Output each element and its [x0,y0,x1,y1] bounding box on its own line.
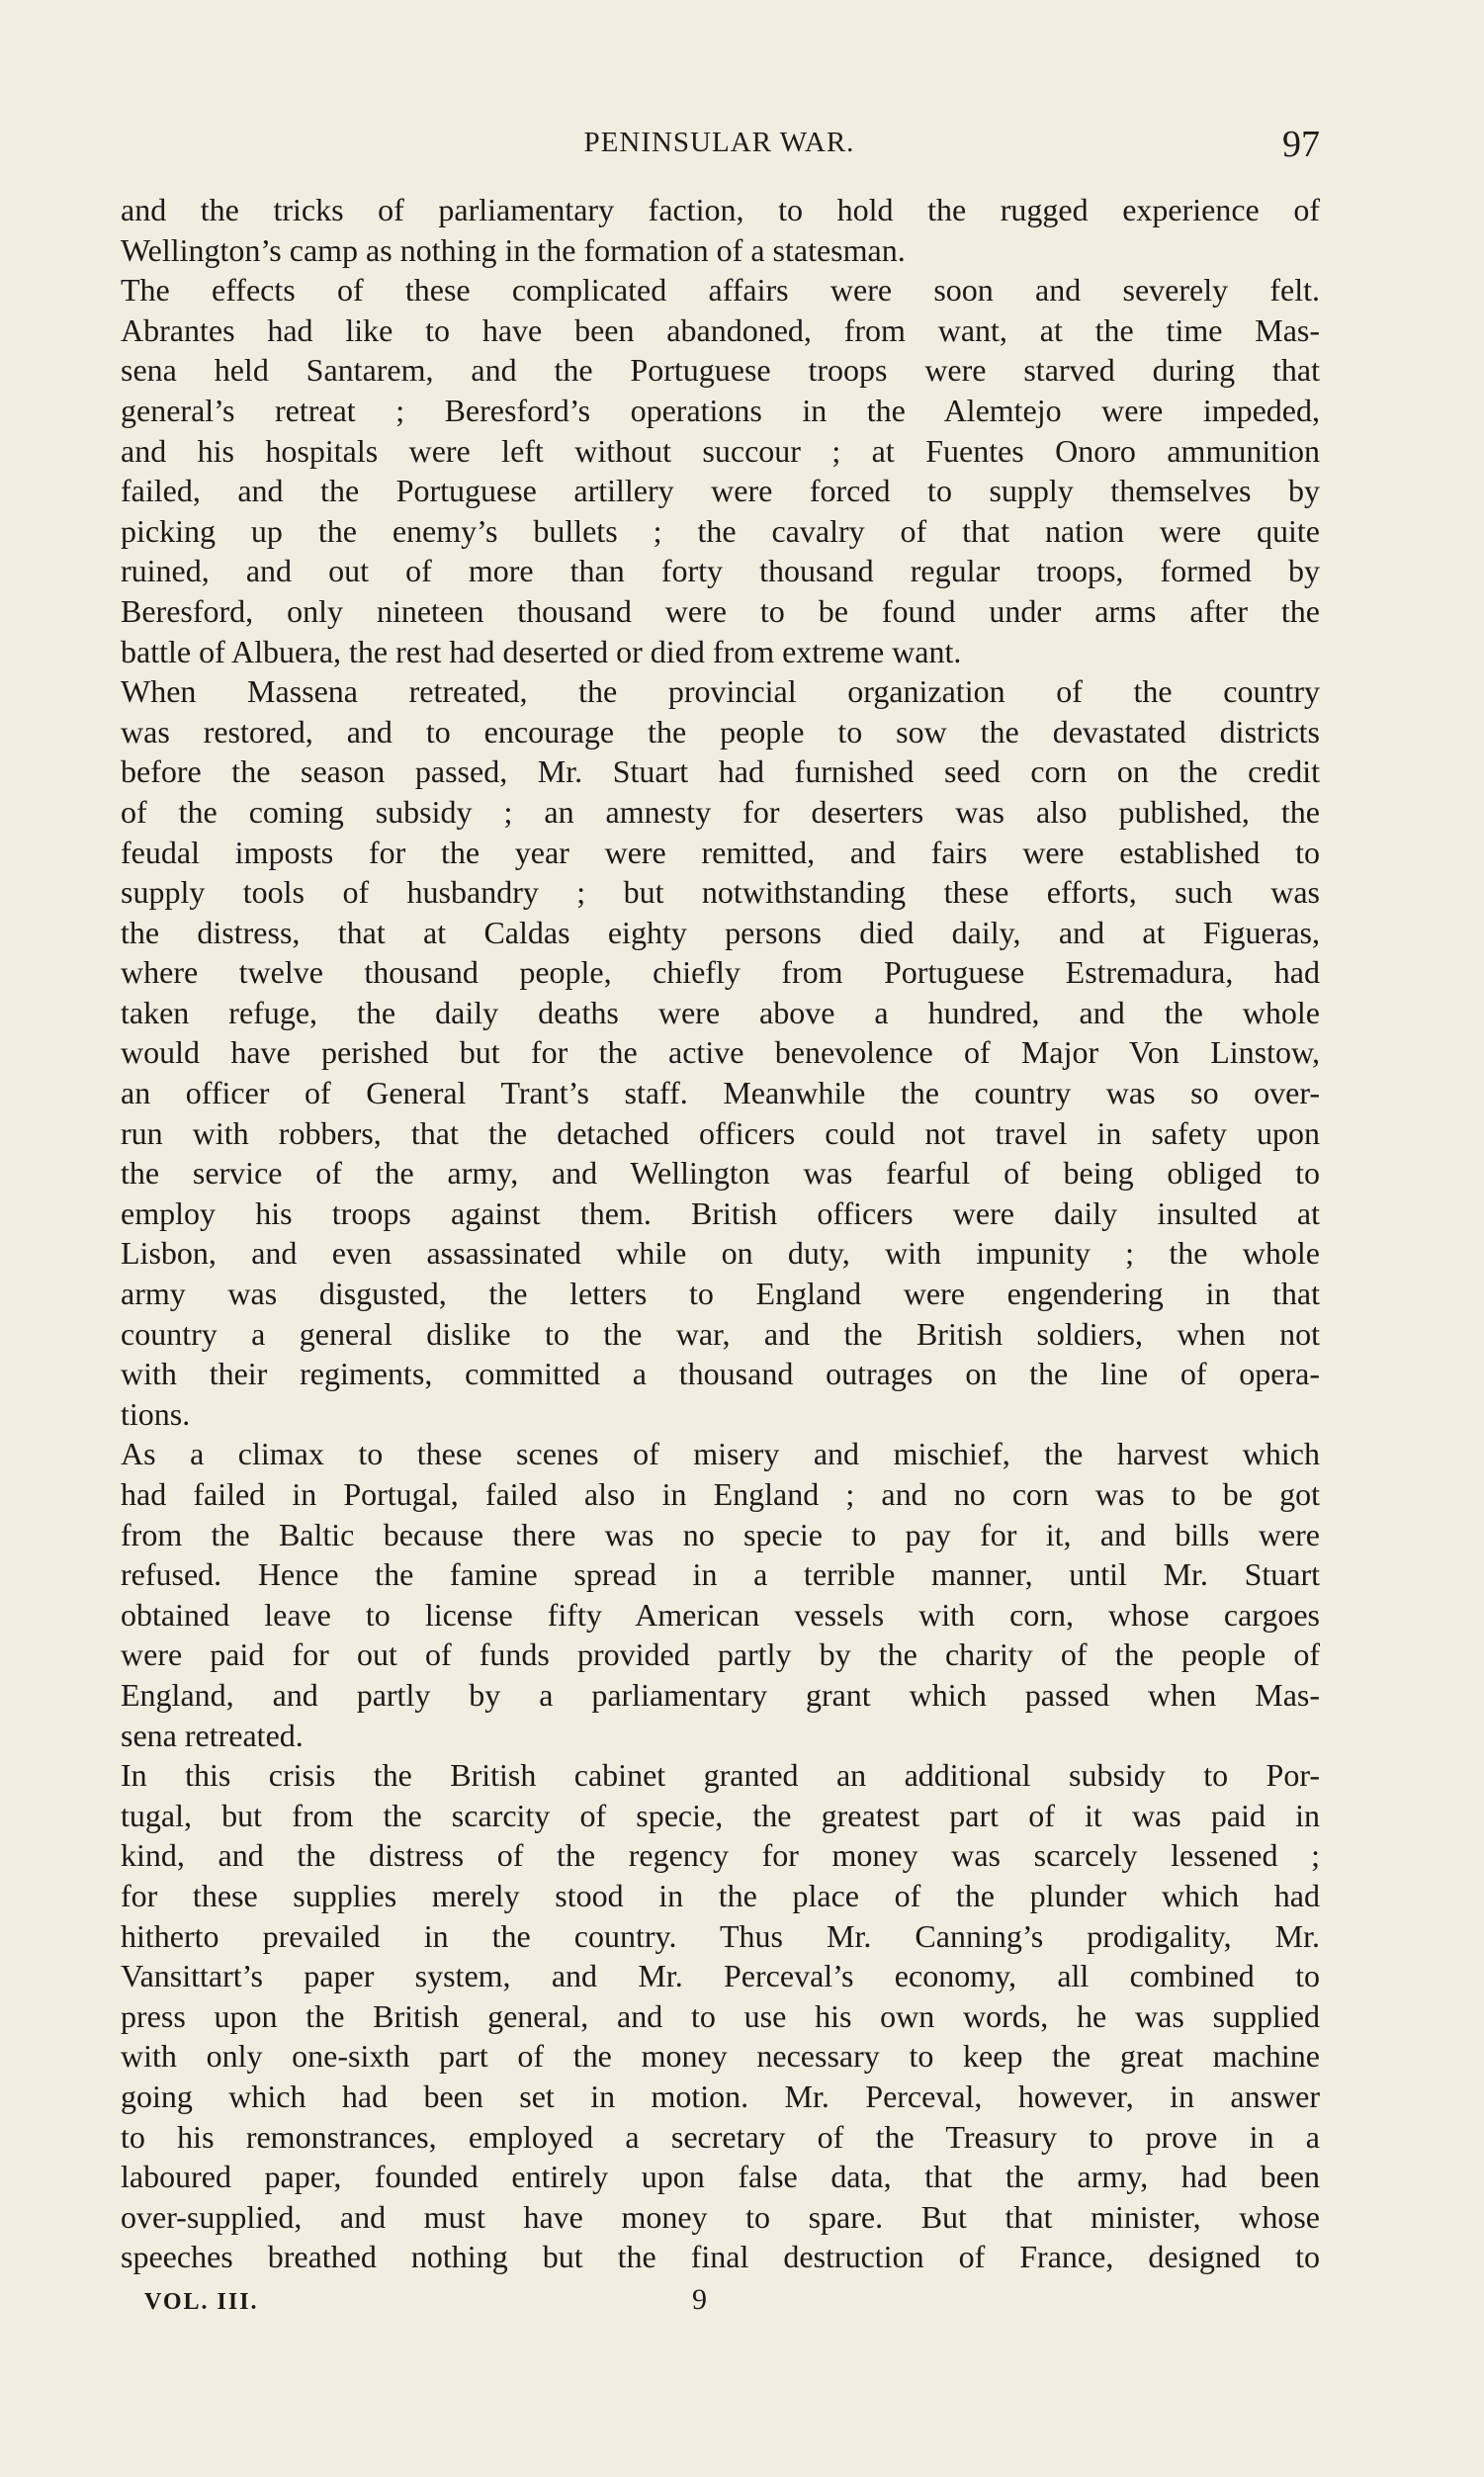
text-line: England, and partly by a parliamentary grant which passed when Mas- [121,1676,1320,1713]
text-line: Wellington’s camp as nothing in the formation of a statesman. [121,231,906,268]
text-line: In this crisis the British cabinet granted an additional subsidy to Por- [121,1757,1320,1794]
text-line: the distress, that at Caldas eighty persons died daily, and at Figueras, [121,914,1320,950]
text-line: The effects of these complicated affairs were soon and severely felt. [121,272,1320,309]
text-line: was restored, and to encourage the people to sow the devastated districts [121,713,1320,750]
text-line: Vansittart’s paper system, and Mr. Perceval’s economy, all combined to [121,1958,1320,1994]
text-line: Beresford, only nineteen thousand were to be found under arms after the [121,592,1320,629]
volume-signature: VOL. III. [144,2289,259,2315]
text-line: battle of Albuera, the rest had deserted or died from extreme want. [121,633,962,669]
text-line: run with robbers, that the detached officers could not travel in safety upon [121,1114,1320,1151]
text-line: picking up the enemy’s bullets ; the cavalry of that nation were quite [121,512,1320,549]
text-line: with their regiments, committed a thousand outrages on the line of opera- [121,1356,1320,1392]
body-text [121,190,1320,2277]
text-line: country a general dislike to the war, and the British soldiers, when not [121,1315,1320,1352]
text-line: sena retreated. [121,1717,304,1753]
text-line: feudal imposts for the year were remitted, and fairs were established to [121,834,1320,870]
text-line: employ his troops against them. British officers were daily insulted at [121,1194,1320,1231]
text-line: supply tools of husbandry ; but notwithstanding these efforts, such was [121,874,1320,911]
text-line: army was disgusted, the letters to England were engendering in that [121,1276,1320,1312]
text-line: kind, and the distress of the regency for money was scarcely lessened ; [121,1837,1320,1874]
text-line: before the season passed, Mr. Stuart had furnished seed corn on the credit [121,753,1320,790]
text-line: taken refuge, the daily deaths were above a hundred, and the whole [121,994,1320,1030]
text-line: and the tricks of parliamentary faction, to hold the rugged experience of [121,192,1320,227]
text-line: obtained leave to license fifty American vessels with corn, whose cargoes [121,1596,1320,1633]
text-line: would have perished but for the active benevolence of Major Von Linstow, [121,1034,1320,1071]
text-line: hitherto prevailed in the country. Thus Mr. Canning’s prodigality, Mr. [121,1917,1320,1954]
text-line: press upon the British general, and to use his own words, he was supplied [121,1997,1320,2034]
text-line: As a climax to these scenes of misery and mischief, the harvest which [121,1436,1320,1472]
signature-mark: 9 [692,2283,707,2316]
text-line: over-supplied, and must have money to spare. But that minister, whose [121,2198,1320,2235]
text-line: had failed in Portugal, failed also in England ; and no corn was to be got [121,1476,1320,1512]
text-line: Abrantes had like to have been abandoned, from want, at the time Mas- [121,311,1320,348]
text-line: laboured paper, founded entirely upon false data, that the army, had been [121,2159,1320,2195]
text-line: sena held Santarem, and the Portuguese troops were starved during that [121,352,1320,389]
text-line: with only one-sixth part of the money necessary to keep the great machine [121,2038,1320,2075]
text-line: refused. Hence the famine spread in a terrible manner, until Mr. Stuart [121,1556,1320,1593]
text-line: speeches breathed nothing but the final destruction of France, designed to [121,2239,1320,2275]
text-line: tugal, but from the scarcity of specie, the greatest part of it was paid in [121,1797,1320,1833]
running-title: PENINSULAR WAR. [583,127,855,158]
text-line: to his remonstrances, employed a secretary of the Treasury to prove in a [121,2118,1320,2155]
text-line: tions. [121,1395,191,1432]
text-line: ruined, and out of more than forty thousand regular troops, formed by [121,553,1320,589]
text-line: an officer of General Trant’s staff. Meanwhile the country was so over- [121,1075,1320,1111]
text-line: the service of the army, and Wellington was fearful of being obliged to [121,1155,1320,1192]
text-line: of the coming subsidy ; an amnesty for deserters was also published, the [121,793,1320,830]
text-line: and his hospitals were left without succour ; at Fuentes Onoro ammunition [121,432,1320,469]
text-line: where twelve thousand people, chiefly from Portuguese Estremadura, had [121,954,1320,991]
text-line: from the Baltic because there was no specie to pay for it, and bills were [121,1516,1320,1552]
running-head [119,123,1320,170]
text-line: When Massena retreated, the provincial organization of the country [121,673,1320,710]
text-line: were paid for out of funds provided partly by the charity of the people of [121,1637,1320,1673]
text-line: failed, and the Portuguese artillery were forced to supply themselves by [121,473,1320,509]
page-footer [144,2283,836,2327]
text-line: general’s retreat ; Beresford’s operations in the Alemtejo were impeded, [121,392,1320,428]
text-line: Lisbon, and even assassinated while on duty, with impunity ; the whole [121,1235,1320,1272]
text-line: going which had been set in motion. Mr. Perceval, however, in answer [121,2078,1320,2114]
text-line: for these supplies merely stood in the place of the plunder which had [121,1877,1320,1913]
page-number: 97 [1282,124,1320,165]
